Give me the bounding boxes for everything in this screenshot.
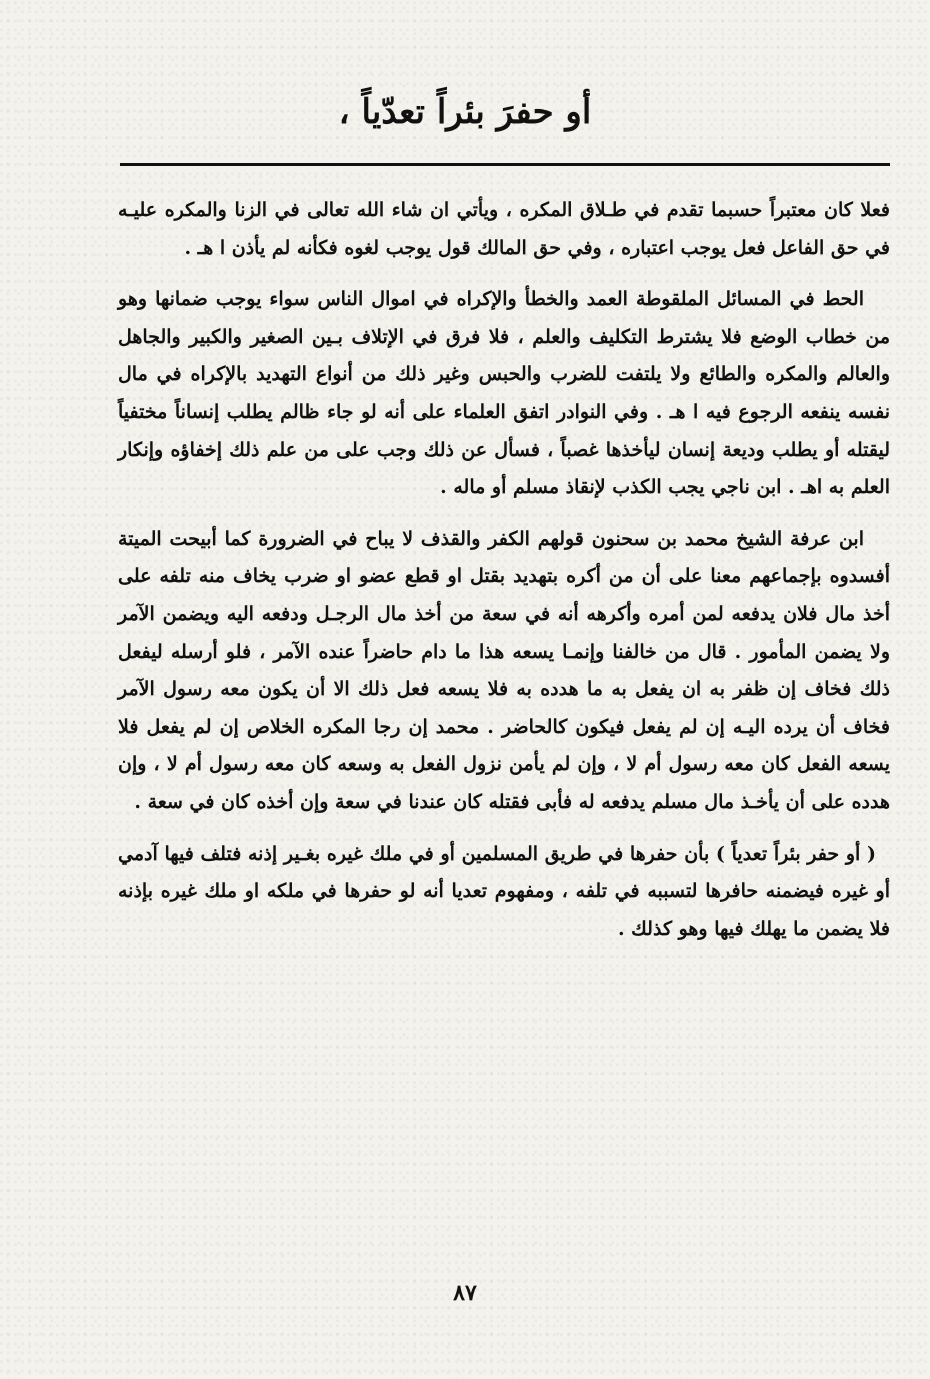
body-text	[118, 192, 890, 948]
paragraph-2: الحط في المسائل الملقوطة العمد والخطأ والإكراه في اموال الناس سواء يوجب ضمانها وهو من خطاب الوضع فلا يشترط التكليف والعلم ، فلا فرق في الإتلاف بـين الصغير والكبير والجاهل والعالم والمكره والطائع ولا يلتفت للضرب والحبس وغير ذلك من أنواع التهديد بالإكراه في مال نفسه ينفعه الرجوع فيه ا هـ . وفي النوادر اتفق العلماء على أنه لو جاء ظالم يطلب إنساناً مختفياً ليقتله أو يطلب وديعة إنسان ليأخذها غصباً ، فسأل عن ذلك وجب على من علم ذلك إخفاؤه وإنكار العلم به اهـ . ابن ناجي يجب الكذب لإنقاذ مسلم أو ماله .	[118, 288, 890, 499]
header-rule-divider	[120, 163, 890, 166]
page-header-title: أو حفرَ بئراً تعدّياً ،	[338, 92, 592, 132]
page-number: ٨٧	[453, 1280, 477, 1306]
paragraph-1: فعلا كان معتبراً حسبما تقدم في طـلاق المكره ، ويأتي ان شاء الله تعالى في الزنا والمكره عليـه في حق الفاعل فعل يوجب اعتباره ، وفي حق المالك قول يوجب لغوه فكأنه لم يأذن ا هـ .	[118, 199, 890, 259]
paragraph-4: ( أو حفر بئراً تعدياً ) بأن حفرها في طريق المسلمين أو في ملك غيره بغـير إذنه فتلف فيها آدمي أو غيره فيضمنه حافرها لتسببه في تلفه ، ومفهوم تعديا أنه لو حفرها في ملكه او ملك غيره بإذنه فلا يضمن ما يهلك فيها وهو كذلك .	[118, 842, 890, 940]
paragraph-3: ابن عرفة الشيخ محمد بن سحنون قولهم الكفر والقذف لا يباح في الضرورة كما أبيحت الميتة أفسدوه بإجماعهم معنا على أن من أكره بتهديد بقتل او قطع عضو او ضرب يخاف منه تلفه على أخذ مال فلان يدفعه لمن أمره وأكرهه أنه في سعة من أخذ مال الرجـل ودفعه اليه ويضمن الآمر ولا يضمن المأمور . قال من خالفنا وإنمـا يسعه هذا ما دام حاضراً عنده الآمر ، فلو أرسله ليفعل ذلك فخاف إن ظفر به ان يفعل به ما هدده به فلا يسعه فعل ذلك الا أن يكون معه رسول الآمر فخاف أن يرده اليـه إن لم يفعل فيكون كالحاضر . محمد إن رجا المكره الخلاص إن لم يفعل فلا يسعه الفعل كان معه رسول أم لا ، وإن لم يأمن نزول الفعل به وسعه كان معه رسول أم لا ، وإن هدده على أن يأخـذ مال مسلم يدفعه له فأبى فقتله كان عندنا في سعة وإن أخذه كان في سعة .	[118, 527, 890, 813]
